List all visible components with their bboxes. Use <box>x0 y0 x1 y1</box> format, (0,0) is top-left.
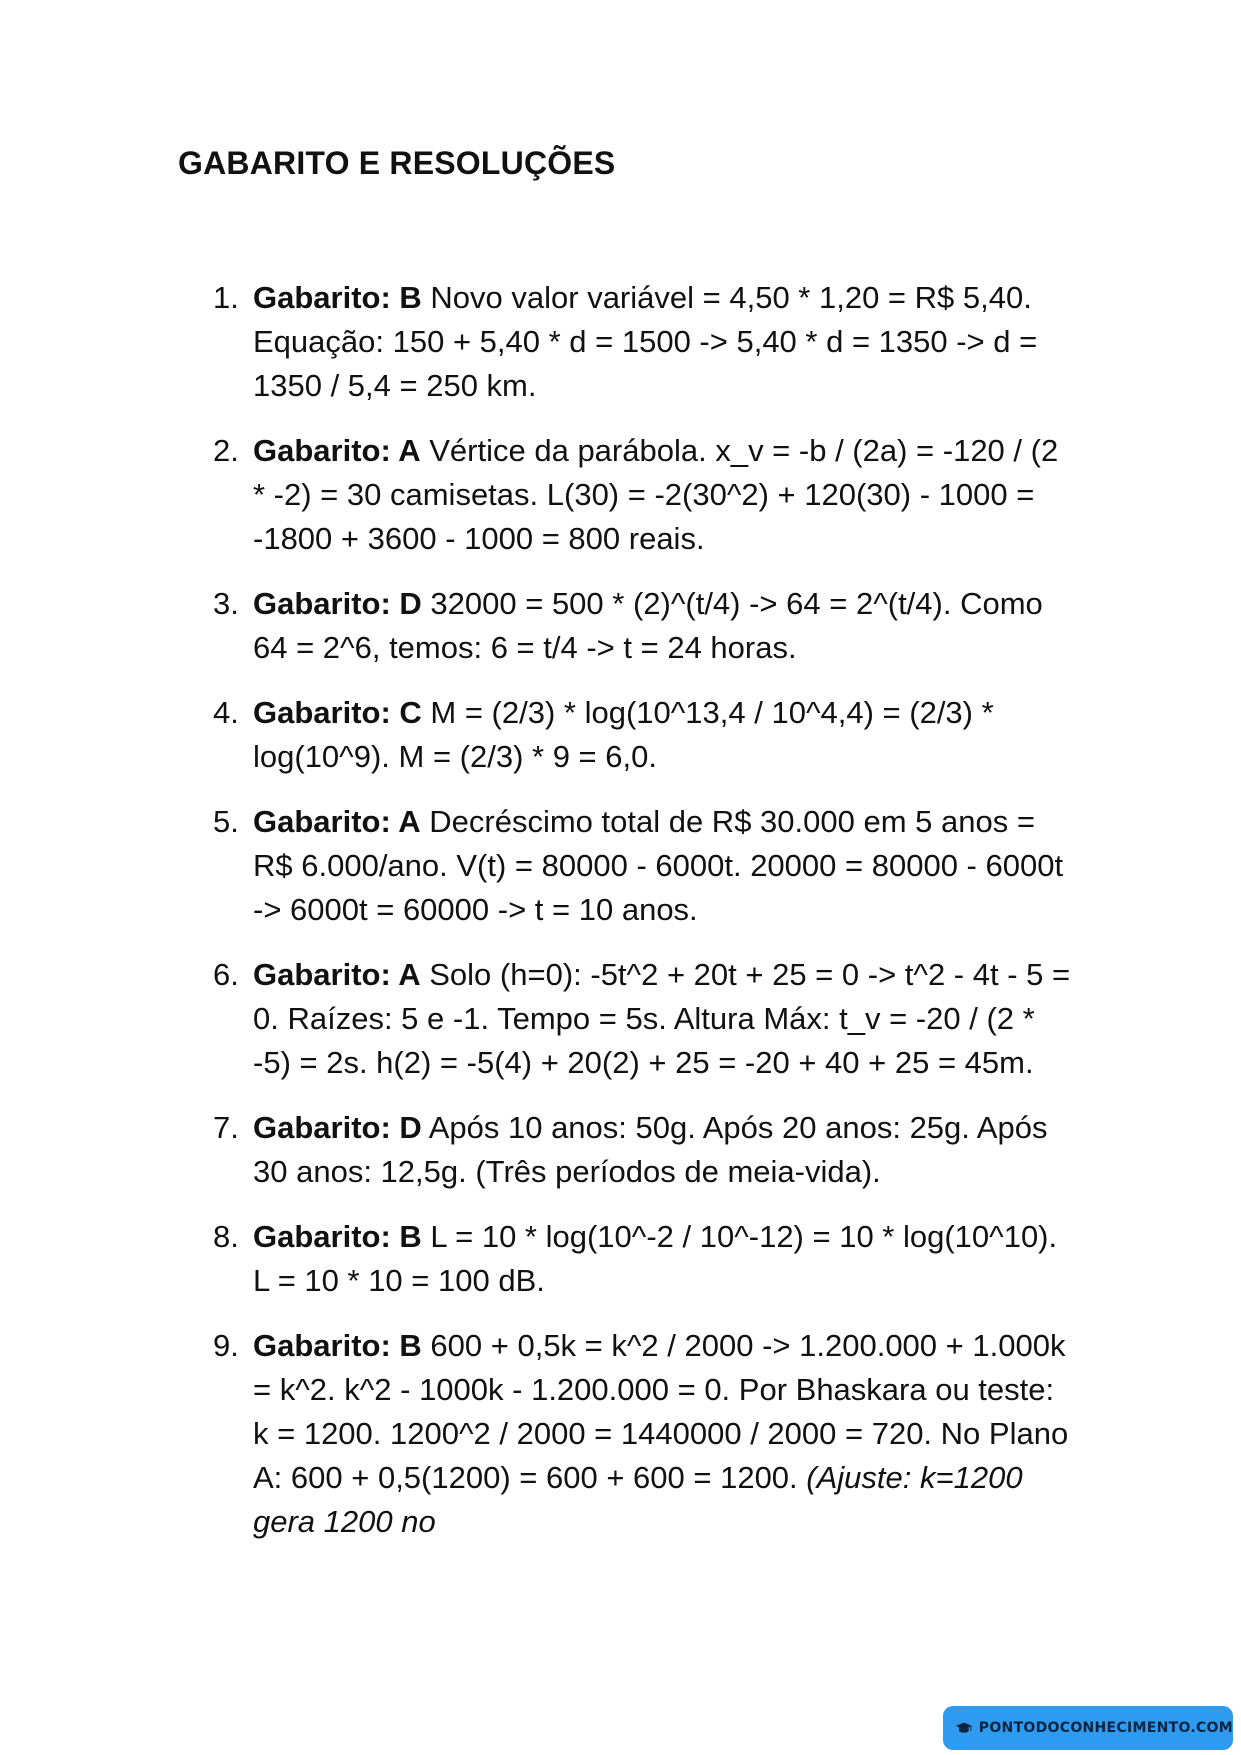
answer-label: Gabarito: B <box>253 1219 422 1254</box>
answer-label: Gabarito: B <box>253 1328 422 1363</box>
answer-number: 5. <box>213 804 239 839</box>
answer-item-3 <box>205 582 1075 670</box>
answer-text: Decréscimo total de R$ 30.000 em 5 anos = R$ 6.000/ano. V(t) = 80000 - 6000t. 20000 = 80000 - 6000t -> 6000t = 60000 -> t = 10 anos. <box>253 804 1064 927</box>
answer-item-9 <box>205 1324 1075 1544</box>
answer-text: Solo (h=0): -5t^2 + 20t + 25 = 0 -> t^2 - 4t - 5 = 0. Raízes: 5 e -1. Tempo = 5s. Altura Máx: t_v = -20 / (2 * -5) = 2s. h(2) = -5(4) + 20(2) + 25 = -20 + 40 + 25 = 45m. <box>253 957 1071 1080</box>
answer-item-4 <box>205 691 1075 779</box>
answer-label: Gabarito: A <box>253 804 421 839</box>
answer-text: L = 10 * log(10^-2 / 10^-12) = 10 * log(10^10). L = 10 * 10 = 100 dB. <box>253 1219 1058 1298</box>
answer-label: Gabarito: B <box>253 280 422 315</box>
answer-number: 9. <box>213 1328 239 1363</box>
answer-text: 32000 = 500 * (2)^(t/4) -> 64 = 2^(t/4). Como 64 = 2^6, temos: 6 = t/4 -> t = 24 horas. <box>253 586 1043 665</box>
answer-label: Gabarito: D <box>253 1110 422 1145</box>
answer-item-8 <box>205 1215 1075 1303</box>
answer-note: (Ajuste: k=1200 gera 1200 no <box>253 1460 1023 1539</box>
answer-number: 4. <box>213 695 239 730</box>
graduation-cap-icon <box>955 1715 973 1741</box>
answer-text: Novo valor variável = 4,50 * 1,20 = R$ 5,40. Equação: 150 + 5,40 * d = 1500 -> 5,40 * d = 1350 -> d = 1350 / 5,4 = 250 km. <box>253 280 1038 403</box>
answer-item-5 <box>205 800 1075 932</box>
answer-number: 3. <box>213 586 239 621</box>
answer-number: 2. <box>213 433 239 468</box>
answer-list <box>205 276 1075 1565</box>
answer-item-7 <box>205 1106 1075 1194</box>
answer-label: Gabarito: D <box>253 586 422 621</box>
site-name: PONTODOCONHECIMENTO.COM <box>978 1720 1233 1736</box>
answer-item-2 <box>205 429 1075 561</box>
answer-number: 1. <box>213 280 239 315</box>
answer-label: Gabarito: A <box>253 433 421 468</box>
answer-number: 7. <box>213 1110 239 1145</box>
answer-number: 6. <box>213 957 239 992</box>
site-badge[interactable] <box>943 1706 1233 1750</box>
answer-label: Gabarito: A <box>253 957 421 992</box>
answer-text: M = (2/3) * log(10^13,4 / 10^4,4) = (2/3) * log(10^9). M = (2/3) * 9 = 6,0. <box>253 695 994 774</box>
answer-item-1 <box>205 276 1075 408</box>
page-title: GABARITO E RESOLUÇÕES <box>178 145 616 181</box>
answer-item-6 <box>205 953 1075 1085</box>
answer-label: Gabarito: C <box>253 695 422 730</box>
answer-number: 8. <box>213 1219 239 1254</box>
answer-text: Após 10 anos: 50g. Após 20 anos: 25g. Após 30 anos: 12,5g. (Três períodos de meia-vida). <box>253 1110 1048 1189</box>
answer-text: Vértice da parábola. x_v = -b / (2a) = -120 / (2 * -2) = 30 camisetas. L(30) = -2(30^2) + 120(30) - 1000 = -1800 + 3600 - 1000 = 800 reais. <box>253 433 1059 556</box>
answer-text: 600 + 0,5k = k^2 / 2000 -> 1.200.000 + 1.000k = k^2. k^2 - 1000k - 1.200.000 = 0. Por Bhaskara ou teste: k = 1200. 1200^2 / 2000 = 1440000 / 2000 = 720. No Plano A: 600 + 0,5(1200) = 600 + 600 = 1200. <box>253 1328 1069 1495</box>
